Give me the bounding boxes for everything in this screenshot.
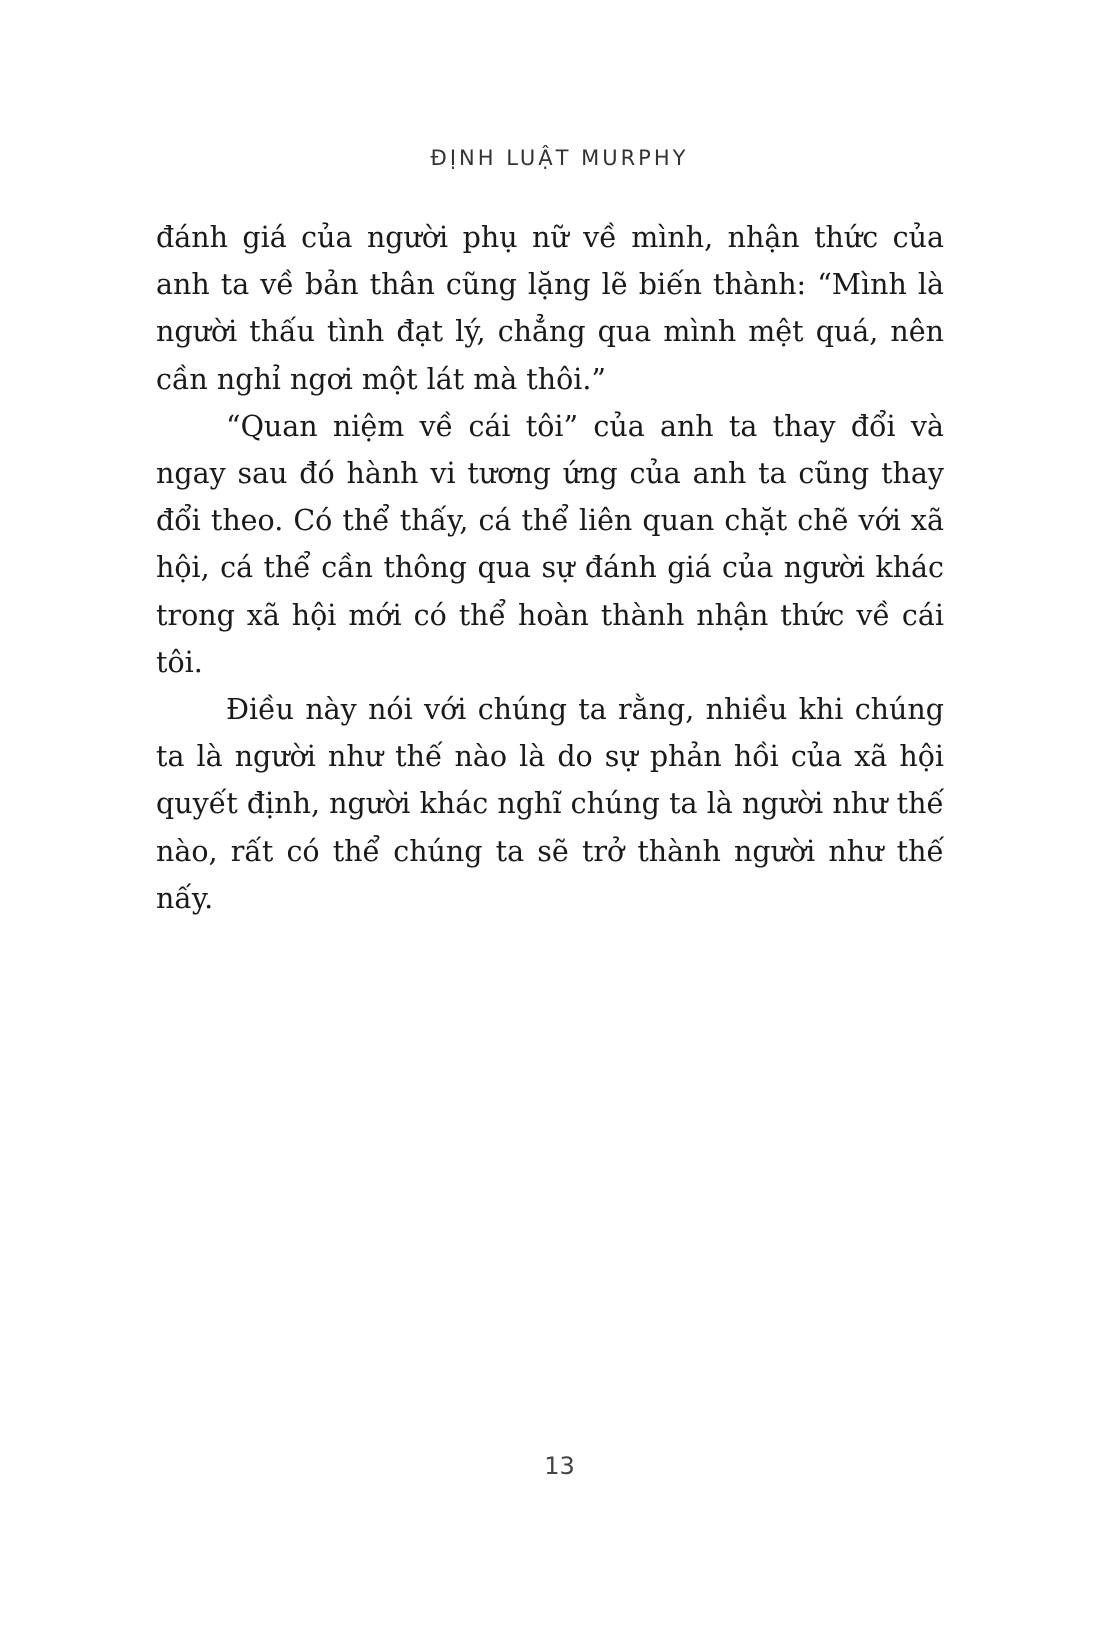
paragraph-1: đánh giá của người phụ nữ về mình, nhận thức của anh ta về bản thân cũng lặng lẽ biến thành: “Mình là người thấu tình đạt lý, chẳng qua mình mệt quá, nên cần nghỉ ngơi một lát mà thôi.” (156, 221, 944, 396)
running-header-title: ĐỊNH LUẬT MURPHY (430, 146, 689, 170)
body-text (156, 214, 944, 922)
paragraph-2: “Quan niệm về cái tôi” của anh ta thay đổi và ngay sau đó hành vi tương ứng của anh ta cũng thay đổi theo. Có thể thấy, cá thể liên quan chặt chẽ với xã hội, cá thể cần thông qua sự đánh giá của người khác trong xã hội mới có thể hoàn thành nhận thức về cái tôi. (156, 409, 944, 679)
page-number: 13 (544, 1452, 575, 1480)
paragraph-3: Điều này nói với chúng ta rằng, nhiều khi chúng ta là người như thế nào là do sự phản hồi của xã hội quyết định, người khác nghĩ chúng ta là người như thế nào, rất có thể chúng ta sẽ trở thành người như thế nấy. (156, 693, 944, 915)
